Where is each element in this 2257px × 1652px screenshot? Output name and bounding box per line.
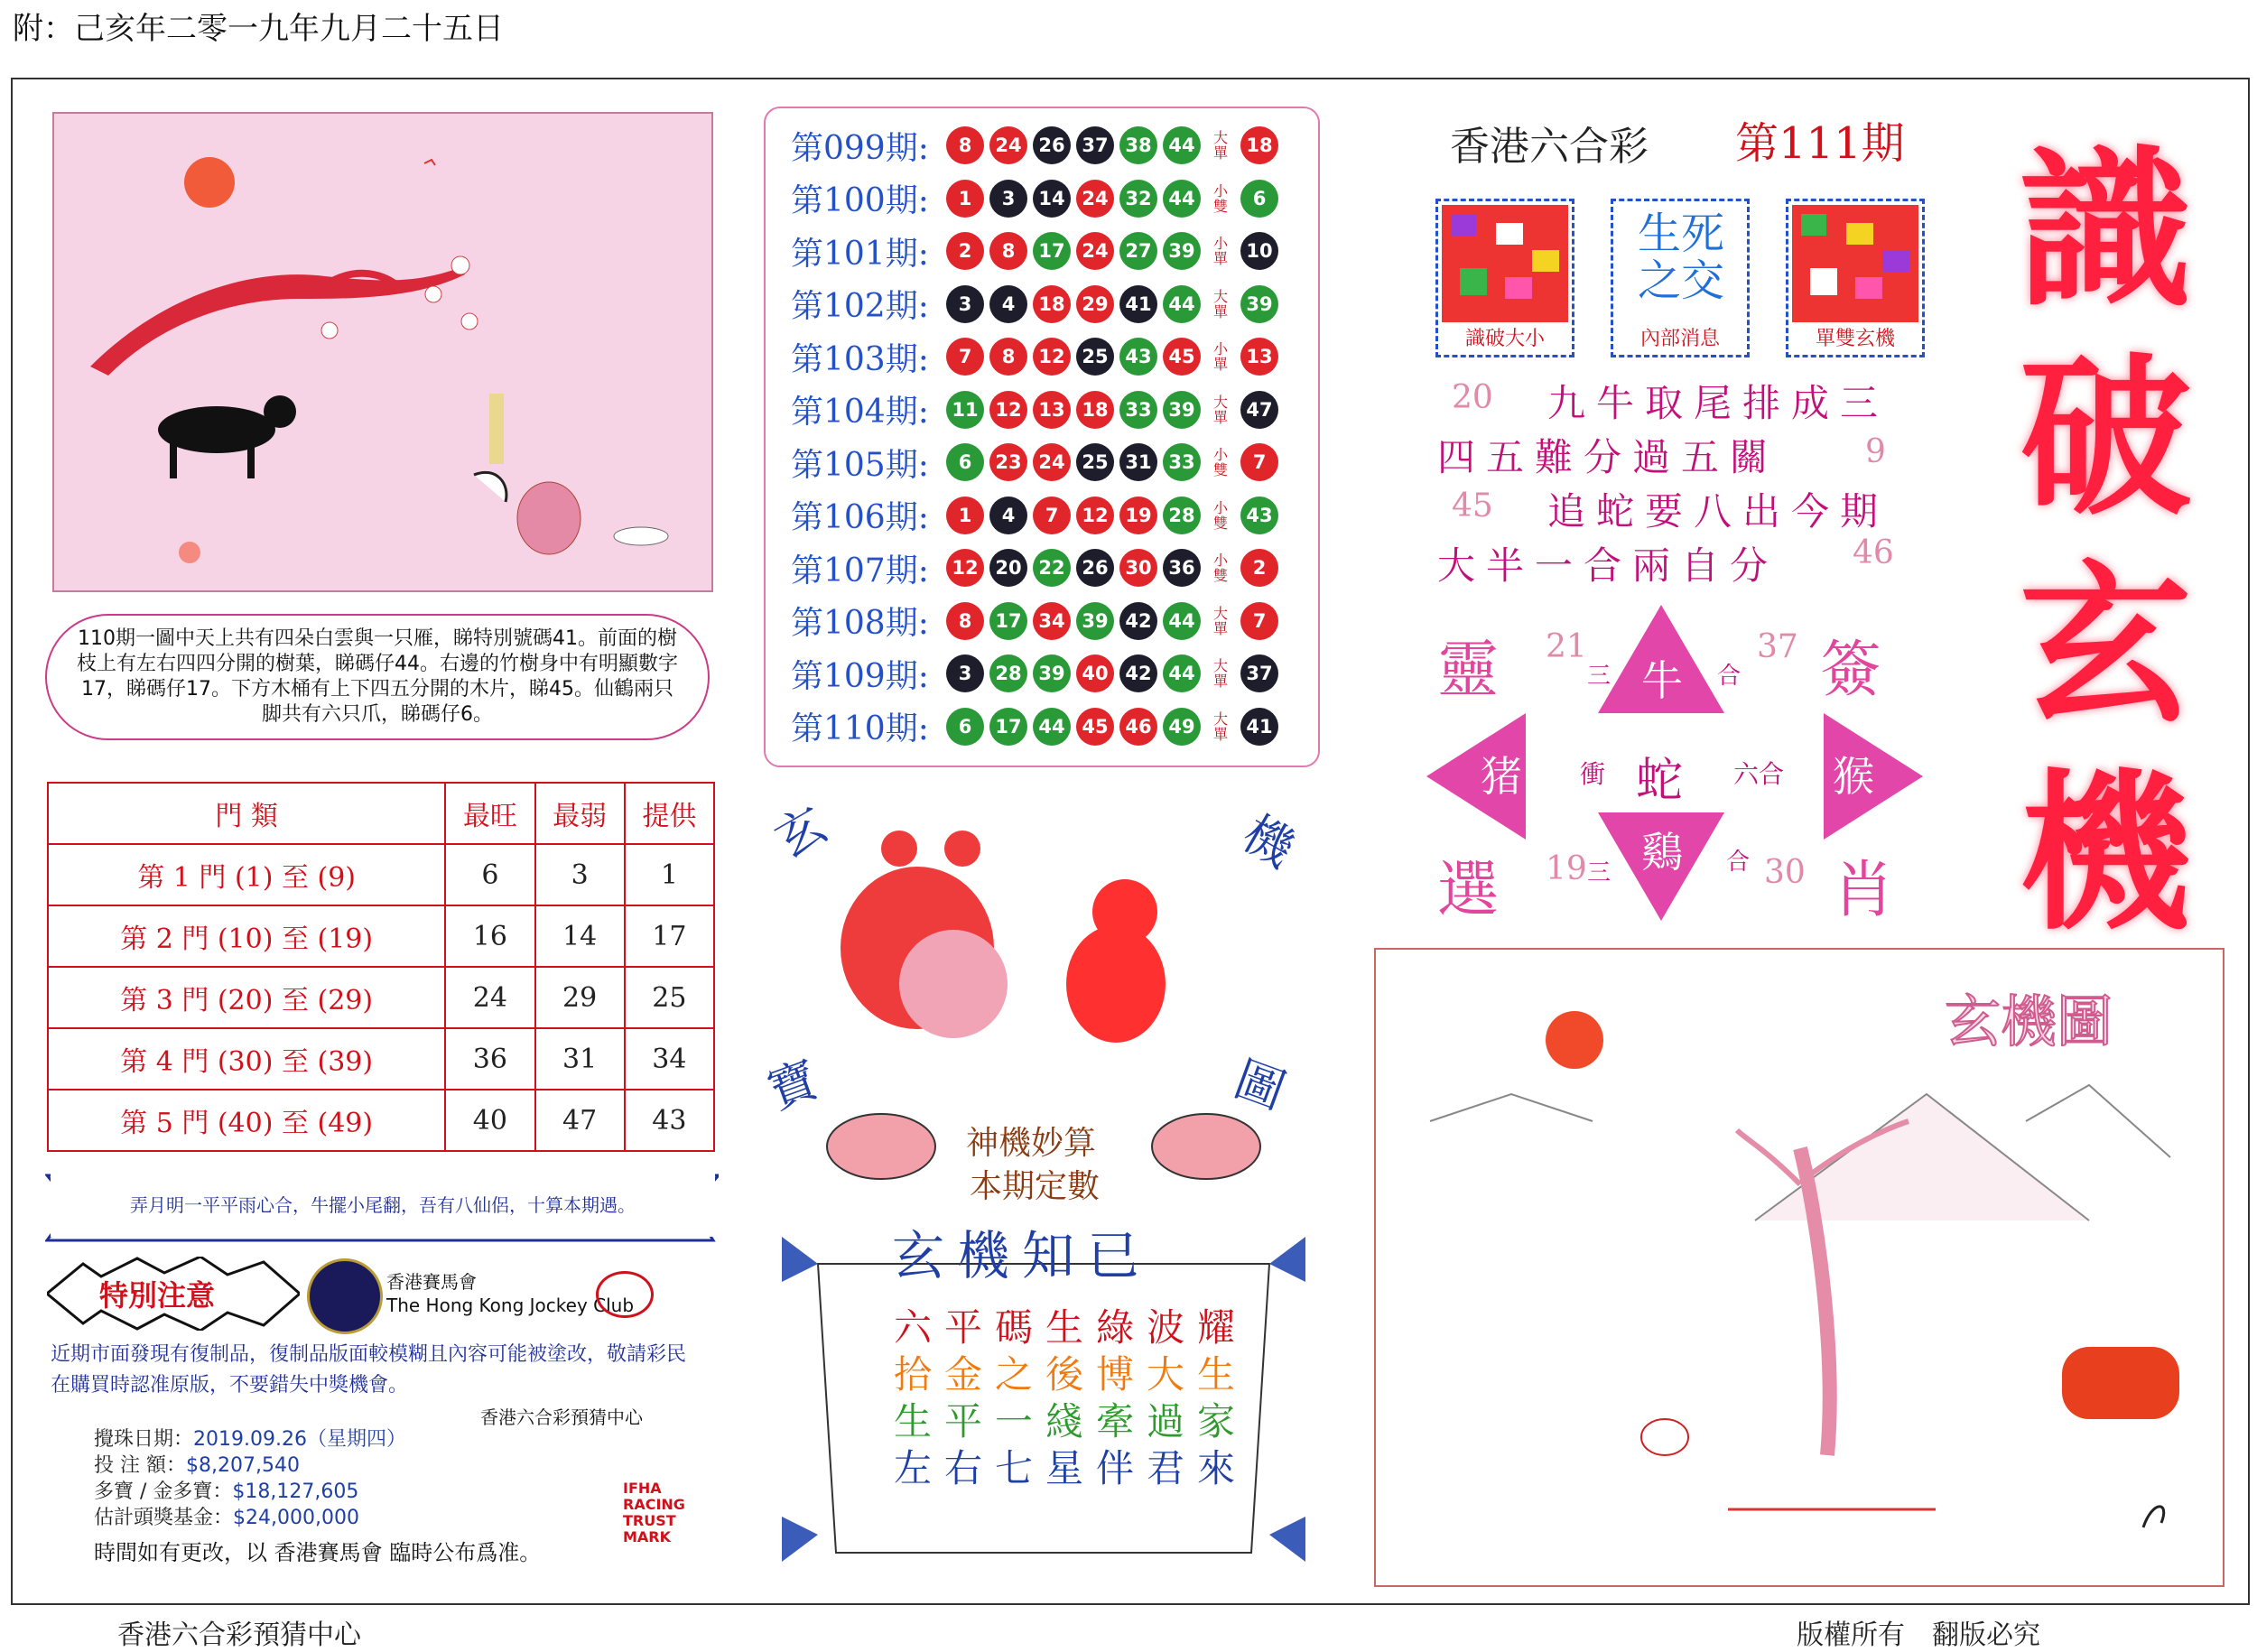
notice-sign: 香港六合彩預猜中心 [480,1406,643,1428]
size-parity [1206,447,1235,478]
poem-side-number: 46 [1853,534,1894,571]
special-ball: 7 [1240,443,1278,481]
gate-value: 31 [535,1028,625,1090]
draw-label: 第106期: [791,499,929,536]
draw-label: 第102期: [791,288,929,325]
bird-icon [1269,1517,1305,1562]
clash-label: 衝 [1580,759,1606,789]
table-row [48,905,714,967]
gate-value: 17 [625,905,714,967]
special-ball: 43 [1240,497,1278,534]
sun-icon [184,157,235,208]
draw-row [791,543,1284,592]
rooster-icon [1641,1419,1688,1455]
ball: 20 [989,549,1027,587]
ball: 41 [1119,285,1157,323]
notice-title: 特別注意 [99,1278,216,1313]
size-parity [1206,289,1235,320]
mountain-icon [1430,1094,1593,1121]
tiger-icon [2062,1347,2179,1419]
ball: 12 [1076,497,1114,534]
parity-label: 單 [1212,619,1228,637]
ball: 37 [1076,126,1114,164]
size-parity [1206,500,1235,531]
pig-icon [827,1114,935,1179]
bird-icon [782,1237,818,1282]
ribbon-line: 本期定數 [970,1168,1101,1205]
compass-he: 合 [1717,663,1742,690]
ribbon-line: 神機妙算 [966,1125,1097,1162]
ball: 38 [1119,126,1157,164]
draw-row [791,438,1284,487]
draw-label: 第110期: [791,710,929,747]
size-parity [1206,606,1235,636]
size-parity [1206,341,1235,372]
size-parity [1206,394,1235,425]
special-ball: 39 [1240,285,1278,323]
xuan-char: 選 [1437,855,1500,926]
size-parity [1206,183,1235,214]
secret-text: 生死之交 [1637,209,1724,306]
notice-text: 近期市面發現有復制品，復制品版面較模糊且內容可能被塗改，敬請彩民在購買時認准原版，不要錯失中獎機會。 [51,1343,687,1397]
ball: 46 [1119,708,1157,746]
jockey-club-en: The Hong Kong Jockey Club [386,1295,635,1316]
draw-label: 第108期: [791,605,929,642]
gates-header: 最旺 [445,783,534,844]
special-ball: 7 [1240,602,1278,640]
ball: 24 [989,126,1027,164]
ball: 40 [1076,654,1114,692]
ball: 7 [946,338,984,376]
ball: 17 [1033,232,1071,270]
draw-row [791,280,1284,329]
corner-char: 玄 [765,795,837,869]
ball: 14 [1033,180,1071,218]
draw-row [791,491,1284,540]
xiao-char: 肖 [1833,855,1895,926]
compass-number: 30 [1764,854,1806,891]
mark-six-logo [596,1271,654,1318]
tree-branch [90,267,465,376]
crane-icon [474,472,506,502]
gate-label: 第 4 門 (30) 至 (39) [48,1028,445,1090]
ball: 39 [1033,654,1071,692]
jockey-club-logo [307,1258,383,1334]
big-title [2015,126,2196,957]
ball: 19 [1119,497,1157,534]
size-label: 大 [1212,393,1228,411]
ball: 28 [989,654,1027,692]
size-label: 小 [1212,181,1228,200]
ball: 42 [1119,654,1157,692]
draw-label: 第104期: [791,394,929,431]
corner-char: 寶 [760,1050,826,1121]
special-ball: 10 [1240,232,1278,270]
gate-value: 40 [445,1090,534,1151]
compass-number: 19 [1546,850,1587,887]
special-ball: 18 [1240,126,1278,164]
zodiac-ox: 牛 [1641,656,1683,705]
ling-char: 靈 [1437,635,1500,706]
poem-line: 九牛取尾排成三 [1547,381,1890,425]
table-row [48,844,714,905]
ball: 25 [1076,443,1114,481]
date-line: 附：己亥年二零一九年九月二十五日 [13,11,504,47]
poem-side-number: 9 [1865,433,1886,470]
ball: 11 [946,391,984,429]
bamboo-icon [489,394,504,464]
big-title-char: 玄 [2019,544,2191,746]
ball: 4 [989,285,1027,323]
ball: 28 [1163,497,1201,534]
ball: 30 [1119,549,1157,587]
draw-info [94,1426,406,1531]
gate-label: 第 2 門 (10) 至 (19) [48,905,445,967]
draw-row [791,174,1284,223]
corner-char: 機 [1232,804,1305,878]
gate-value: 14 [535,905,625,967]
qian-char: 簽 [1820,635,1882,706]
ball: 12 [1033,338,1071,376]
ball: 1 [946,497,984,534]
ball: 18 [1033,285,1071,323]
gate-label: 第 5 門 (40) 至 (49) [48,1090,445,1151]
ball: 1 [946,180,984,218]
draw-label: 第107期: [791,552,929,589]
secret-box [1611,199,1750,357]
special-ball: 13 [1240,338,1278,376]
gate-label: 第 3 門 (20) 至 (29) [48,967,445,1028]
ball: 4 [989,497,1027,534]
mosaic-icon [1442,205,1568,322]
ball: 12 [946,549,984,587]
info-value: $18,127,605 [232,1480,359,1503]
zodiac-snake: 蛇 [1636,754,1684,808]
box-label: 內部消息 [1639,328,1720,350]
poem-side-number: 20 [1452,379,1493,416]
gates-header: 門 類 [48,783,445,844]
box-label: 單雙玄機 [1815,328,1895,350]
poem-line: 大半一合兩自分 [1437,543,1779,588]
lottery-title: 香港六合彩 [1450,124,1649,170]
size-parity [1206,130,1235,161]
parity-label: 單 [1212,673,1228,690]
size-parity [1206,236,1235,266]
bird-icon [1269,1237,1305,1282]
ifha-logo: IFHA RACING TRUST MARK [623,1480,685,1545]
info-label: 攪珠日期： [94,1428,194,1451]
parity-label: 雙 [1212,567,1228,584]
compass-number: 21 [1546,628,1587,665]
bird-icon [782,1517,818,1562]
ball: 25 [1076,338,1114,376]
table-row [48,967,714,1028]
results-panel [764,107,1320,767]
mosaic-box [1786,199,1925,357]
gate-value: 29 [535,967,625,1028]
gate-value: 1 [625,844,714,905]
info-value: $8,207,540 [186,1454,300,1477]
ball: 6 [946,443,984,481]
verse-line: 左右七星伴君來 [894,1446,1249,1490]
ball: 8 [989,232,1027,270]
gate-value: 24 [445,967,534,1028]
ball: 6 [946,708,984,746]
parity-label: 單 [1212,302,1228,320]
draw-row [791,332,1284,381]
ball: 34 [1033,602,1071,640]
special-ball: 2 [1240,549,1278,587]
size-label: 大 [1212,710,1228,728]
draw-row [791,702,1284,751]
special-ball: 37 [1240,654,1278,692]
verse-line: 六平碼生綠波耀 [894,1305,1249,1350]
compass-san: 三 [1587,859,1611,886]
size-parity [1206,552,1235,583]
size-label: 大 [1212,657,1228,674]
ball: 44 [1163,602,1201,640]
size-label: 小 [1212,235,1228,252]
ball: 44 [1033,708,1071,746]
scroll-title: 玄機知已 [892,1225,1153,1286]
size-label: 小 [1212,552,1228,569]
size-label: 小 [1212,498,1228,516]
corner-char: 圖 [1227,1050,1293,1121]
draw-row [791,227,1284,275]
ball: 3 [989,180,1027,218]
gate-value: 6 [445,844,534,905]
riddle-caption: 110期一圖中天上共有四朵白雲與一只雁，睇特別號碼41。前面的樹枝上有左右四四分開的樹葉，睇碼仔44。右邊的竹樹身中有明顯數字17，睇碼仔17。下方木桶有上下四五分開的木片，睇45。仙鶴兩只脚共有六只爪，睇碼仔6。 [45,614,710,740]
draw-row [791,597,1284,645]
ball: 39 [1163,391,1201,429]
ball: 43 [1119,338,1157,376]
draw-label: 第099期: [791,129,929,167]
mosaic-icon [1792,205,1918,322]
ball: 23 [989,443,1027,481]
ball: 39 [1163,232,1201,270]
size-label: 小 [1212,340,1228,357]
bottom-left-text: 香港六合彩預猜中心 [117,1620,361,1651]
big-title-char: 機 [2019,752,2191,953]
table-row [48,1090,714,1151]
ball: 2 [946,232,984,270]
draw-label: 第100期: [791,182,929,219]
big-title-char: 破 [2019,337,2191,538]
zodiac-monkey: 猴 [1833,752,1874,801]
ball: 33 [1163,443,1201,481]
draw-label: 第101期: [791,235,929,273]
liuhe-label: 六合 [1733,759,1785,789]
gates-table [47,782,715,1152]
gate-value: 16 [445,905,534,967]
ball: 42 [1119,602,1157,640]
compass-number: 37 [1757,628,1798,665]
info-label: 投 注 額： [94,1454,186,1477]
snake-icon [2143,1507,2164,1527]
poem-line: 追蛇要八出今期 [1547,489,1890,534]
ball: 31 [1119,443,1157,481]
ball: 32 [1119,180,1157,218]
compass-he: 合 [1726,849,1751,876]
gate-value: 3 [535,844,625,905]
pig-icon [1152,1114,1260,1179]
draw-label: 第103期: [791,340,929,378]
ball: 7 [1033,497,1071,534]
ball: 18 [1076,391,1114,429]
ball: 45 [1076,708,1114,746]
draw-row [791,121,1284,170]
gates-header: 最弱 [535,783,625,844]
gates-header: 提供 [625,783,714,844]
riddle-picture [52,112,713,592]
poem-line: 四五難分過五關 [1437,435,1779,479]
gate-value: 36 [445,1028,534,1090]
gate-label: 第 1 門 (1) 至 (9) [48,844,445,905]
bowl-icon [614,527,668,545]
parity-label: 單 [1212,250,1228,267]
gate-value: 43 [625,1090,714,1151]
size-parity [1206,711,1235,742]
ball: 17 [989,602,1027,640]
gate-value: 25 [625,967,714,1028]
ball: 17 [989,708,1027,746]
size-label: 大 [1212,604,1228,622]
info-label: 估計頭獎基金： [94,1507,234,1529]
gate-value: 47 [535,1090,625,1151]
parity-label: 單 [1212,144,1228,162]
ball: 44 [1163,180,1201,218]
barrel-icon [517,482,581,554]
ball: 8 [946,126,984,164]
ball: 44 [1163,126,1201,164]
special-ball: 41 [1240,708,1278,746]
special-ball: 47 [1240,391,1278,429]
compass-san: 三 [1587,663,1611,690]
parity-label: 單 [1212,356,1228,373]
sun-icon [1546,1011,1603,1069]
info-value: 2019.09.26（星期四） [193,1428,406,1451]
ball: 29 [1076,285,1114,323]
verse-line: 生平一綫牽過家 [894,1399,1249,1443]
ball: 44 [1163,285,1201,323]
draw-label: 第109期: [791,657,929,695]
parity-label: 單 [1212,725,1228,743]
ball: 13 [1033,391,1071,429]
mosaic-box [1435,199,1574,357]
ball: 26 [1076,549,1114,587]
gate-value: 34 [625,1028,714,1090]
ball: 49 [1163,708,1201,746]
ball: 39 [1076,602,1114,640]
goose-icon [424,160,435,165]
parity-label: 雙 [1212,461,1228,478]
parity-label: 雙 [1212,514,1228,532]
size-parity [1206,658,1235,689]
ball: 24 [1076,232,1114,270]
draw-row [791,649,1284,698]
info-footer: 時間如有更改，以 香港賽馬會 臨時公布爲准。 [94,1540,542,1565]
ball: 8 [946,602,984,640]
guitar-icon [899,930,1008,1038]
draw-row [791,385,1284,434]
riddle-banner: 弄月明一平平雨心合，牛擺小尾翻，吾有八仙侶，十算本期遇。 [51,1174,715,1237]
ball: 27 [1119,232,1157,270]
ball: 24 [1033,443,1071,481]
poem-side-number: 45 [1452,487,1493,524]
picture-title: 玄機圖 [1945,988,2113,1054]
ball: 8 [989,338,1027,376]
bottom-right-text: 版權所有 翻版必究 [1797,1620,2040,1651]
ball: 44 [1163,654,1201,692]
jockey-club-cn: 香港賽馬會 [386,1271,477,1293]
draw-label: 第105期: [791,446,929,484]
ball: 12 [989,391,1027,429]
size-label: 小 [1212,446,1228,463]
zodiac-rooster: 鷄 [1641,828,1683,877]
ball: 36 [1163,549,1201,587]
issue-number: 第111期 [1735,118,1905,169]
ball: 24 [1076,180,1114,218]
ball: 22 [1033,549,1071,587]
ball: 45 [1163,338,1201,376]
parity-label: 單 [1212,408,1228,426]
info-label: 多寶 / 金多寶： [94,1480,233,1503]
big-title-char: 識 [2019,129,2191,330]
zodiac-pig: 猪 [1481,752,1522,801]
peach-icon [179,542,200,563]
parity-label: 雙 [1212,197,1228,215]
ball: 33 [1119,391,1157,429]
box-label: 識破大小 [1464,328,1545,350]
special-ball: 6 [1240,180,1278,218]
info-value: $24,000,000 [233,1507,359,1529]
size-label: 大 [1212,129,1228,146]
ball: 3 [946,654,984,692]
table-row [48,1028,714,1090]
verse-line: 拾金之後博大生 [894,1352,1249,1397]
ball: 26 [1033,126,1071,164]
ball: 3 [946,285,984,323]
size-label: 大 [1212,287,1228,305]
